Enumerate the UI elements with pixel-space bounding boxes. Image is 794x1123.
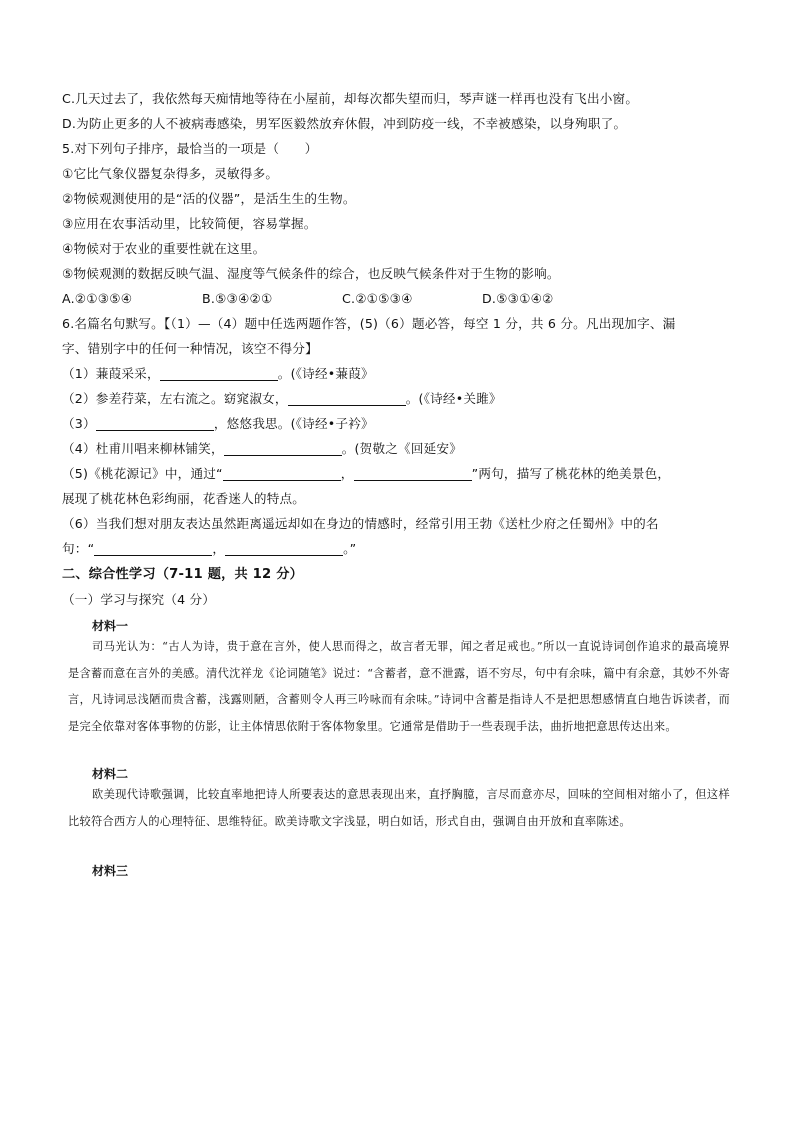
answer-blank[interactable] <box>225 541 343 556</box>
answer-blank[interactable] <box>354 466 472 481</box>
q6-item-6-line2: 句：“ ， 。” <box>62 541 357 556</box>
material-1-title: 材料一 <box>92 619 129 633</box>
q5-sentence-1: ①它比气象仪器复杂得多，灵敏得多。 <box>62 166 279 181</box>
q6-stem-line2: 字、错别字中的任何一种情况，该空不得分】 <box>62 341 318 356</box>
material-2-text: 欧美现代诗歌强调，比较直率地把诗人所要表达的意思表现出来，直抒胸臆，言尽而意亦尽，回味的空间相对缩小了，但这样比较符合西方人的心理特征、思维特征。欧美诗歌文字浅显，明白如话，形式自由，强调自由开放和直率陈述。 <box>68 788 730 828</box>
q6-item-6-line1: （6）当我们想对朋友表达虽然距离遥远却如在身边的情感时，经常引用王勃《送杜少府之任蜀州》中的名 <box>62 516 659 531</box>
answer-blank[interactable] <box>224 441 342 456</box>
q6-stem-line1: 6.名篇名句默写。【（1）—（4）题中任选两题作答，(5)（6）题必答，每空 1 分，共 6 分。凡出现加字、漏 <box>62 316 676 331</box>
material-2-title: 材料二 <box>92 767 129 781</box>
q5-sentence-3: ③应用在农事活动里，比较简便，容易掌握。 <box>62 216 317 231</box>
q5-option-d[interactable]: D.⑤③①④② <box>482 291 554 306</box>
answer-blank[interactable] <box>223 466 341 481</box>
q4-option-d: D.为防止更多的人不被病毒感染，男军医毅然放弃休假，冲到防疫一线，不幸被感染，以身殉职了。 <box>62 116 627 131</box>
answer-blank[interactable] <box>96 416 214 431</box>
q6-item-4: （4）杜甫川唱来柳林铺笑， 。(贺敬之《回延安》 <box>62 441 463 456</box>
q5-option-c[interactable]: C.②①⑤③④ <box>342 291 413 306</box>
section-2-subtitle: （一）学习与探究（4 分） <box>62 592 216 607</box>
q5-option-a[interactable]: A.②①③⑤④ <box>62 291 133 306</box>
q6-item-3: （3） ，悠悠我思。(《诗经•子衿》 <box>62 416 374 431</box>
section-2-title: 二、综合性学习（7-11 题，共 12 分） <box>62 567 303 582</box>
answer-blank[interactable] <box>160 366 278 381</box>
q6-item-5-line2: 展现了桃花林色彩绚丽，花香迷人的特点。 <box>62 491 306 506</box>
q6-item-5: （5)《桃花源记》中，通过“ ， ”两句，描写了桃花林的绝美景色， <box>62 466 671 481</box>
q6-item-1: （1）蒹葭采采， 。(《诗经•蒹葭》 <box>62 366 374 381</box>
material-3-title: 材料三 <box>92 864 129 878</box>
q4-option-c: C.几天过去了，我依然每天痴情地等待在小屋前，却每次都失望而归，琴声谜一样再也没有飞出小窗。 <box>62 91 639 106</box>
q5-sentence-2: ②物候观测使用的是“活的仪器”，是活生生的生物。 <box>62 191 356 206</box>
q5-options <box>62 289 754 309</box>
q5-stem: 5.对下列句子排序，最恰当的一项是（ ） <box>62 141 318 156</box>
answer-blank[interactable] <box>288 391 406 406</box>
q5-sentence-5: ⑤物候观测的数据反映气温、湿度等气候条件的综合，也反映气候条件对于生物的影响。 <box>62 266 560 281</box>
q5-sentence-4: ④物候对于农业的重要性就在这里。 <box>62 241 266 256</box>
q6-item-2: （2）参差荇菜，左右流之。窈窕淑女， 。(《诗经•关雎》 <box>62 391 502 406</box>
q5-option-b[interactable]: B.⑤③④②① <box>202 291 273 306</box>
answer-blank[interactable] <box>94 541 212 556</box>
material-1-text: 司马光认为：“古人为诗，贵于意在言外，使人思而得之，故言者无罪，闻之者足戒也。”所以一直说诗词创作追求的最高境界是含蓄而意在言外的美感。清代沈祥龙《论词随笔》说过：“含蓄者，意不泄露，语不穷尽，句中有余味，篇中有余意，其妙不外寄言，凡诗词忌浅陋而贵含蓄，浅露则陋，含蓄则令人再三吟咏而有余味。”诗词中含蓄是指诗人不是把思想感情直白地告诉读者，而是完全依靠对客体事物的仿影，让主体情思依附于客体物象里。它通常是借助于一些表现手法，曲折地把意思传达出来。 <box>68 640 730 733</box>
